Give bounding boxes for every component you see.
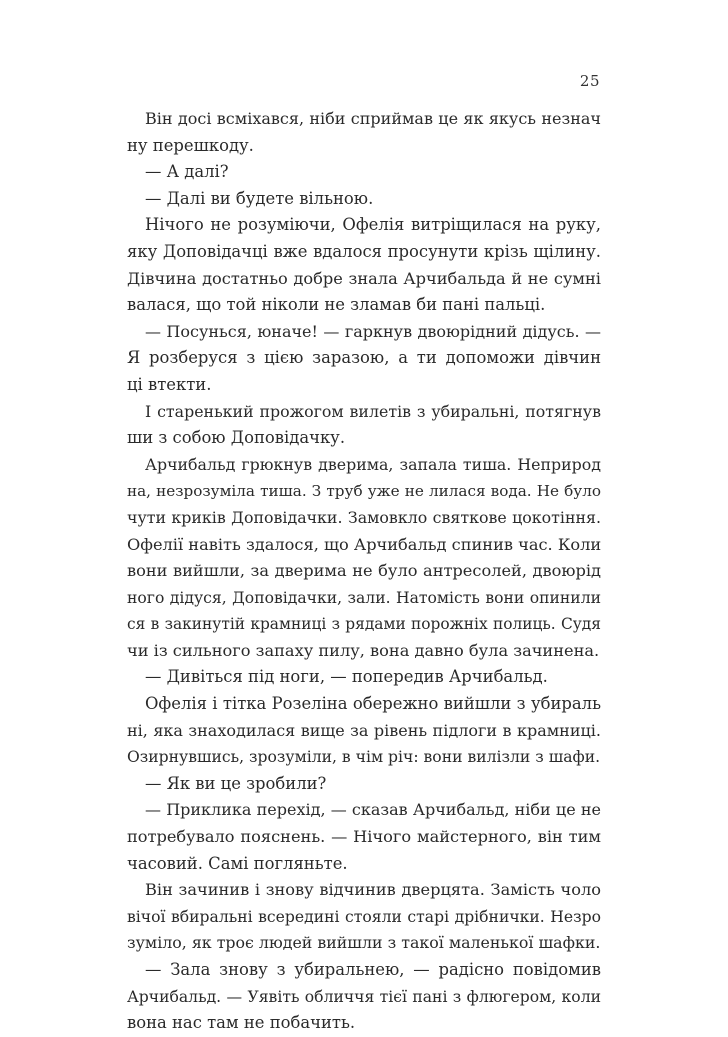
text-line: — Приклика перехід, — сказав Арчибальд, ніби це не [145, 800, 601, 820]
text-line: зуміло, як троє людей вийшли з такої маленької шафки. [127, 933, 601, 953]
text-line: — Зала знову з убиральнею, — радісно повідомив [145, 960, 601, 979]
text-line: — Дивіться під ноги, — попередив Арчибальд. [145, 667, 548, 687]
text-line: Дівчина достатньо добре знала Арчибальда й не сумні [127, 268, 601, 288]
text-line: ці втекти. [127, 374, 212, 394]
text-line: Офелії навіть здалося, що Арчибальд спинив час. Коли [127, 534, 601, 554]
text-line: Арчибальд грюкнув дверима, запала тиша. Неприрод [145, 454, 601, 474]
text-line: Нічого не розуміючи, Офелія витріщилася на руку, [145, 215, 601, 235]
text-line: часовий. Самі погляньте. [127, 853, 348, 873]
text-line: ні, яка знаходилася вище за рівень підлоги в крамниці. [127, 720, 601, 740]
text-line: ного дідуся, Доповідачки, зали. Натомість вони опинили [127, 588, 601, 607]
text-line: Озирнувшись, зрозуміли, в чім річ: вони вилізли з шафи. [127, 748, 601, 767]
text-line: ну перешкоду. [127, 135, 254, 155]
text-line: Офелія і тітка Розеліна обережно вийшли з убираль [145, 694, 601, 714]
text-line: потребувало пояснень. — Нічого майстерного, він тим [127, 827, 601, 847]
text-line: вічої вбиральні всередині стояли старі дрібнички. Незро [127, 907, 601, 926]
text-line: ся в закинутій крамниці з рядами порожніх полиць. Судя [127, 615, 601, 634]
text-line: Він досі всміхався, ніби сприймав це як якусь незнач [145, 109, 601, 128]
text-line: — Посунься, юначе! — гаркнув двоюрідний дідусь. — [145, 321, 601, 341]
text-line: — Далі ви будете вільною. [145, 188, 374, 208]
text-line: Я розберуся з цією заразою, а ти допоможи дівчин [127, 348, 601, 368]
text-line: валася, що той ніколи не зламав би пані пальці. [127, 295, 546, 315]
text-line: на, незрозуміла тиша. З труб уже не лилася вода. Не було [127, 482, 601, 501]
text-line: — А далі? [145, 162, 229, 182]
text-line: — Як ви це зробили? [145, 773, 327, 793]
text-line: чути криків Доповідачки. Замовкло святкове цокотіння. [127, 507, 601, 527]
text-line: вони вийшли, за дверима не було антресолей, двоюрід [127, 561, 601, 581]
text-line: чи із сильного запаху пилу, вона давно була зачинена. [127, 640, 600, 660]
text-line: вона нас там не побачить. [127, 1013, 356, 1033]
text-line: ши з собою Доповідачку. [127, 428, 346, 448]
page-text [127, 106, 601, 1037]
text-line: І старенький прожогом вилетів з убиральні, потягнув [145, 401, 601, 421]
page-number: 25 [579, 72, 600, 90]
text-line: яку Доповідачці вже вдалося просунути крізь щілину. [127, 241, 601, 261]
text-line: Арчибальд. — Уявіть обличчя тієї пані з флюгером, коли [127, 987, 601, 1006]
text-line: Він зачинив і знову відчинив дверцята. Замість чоло [145, 880, 601, 900]
